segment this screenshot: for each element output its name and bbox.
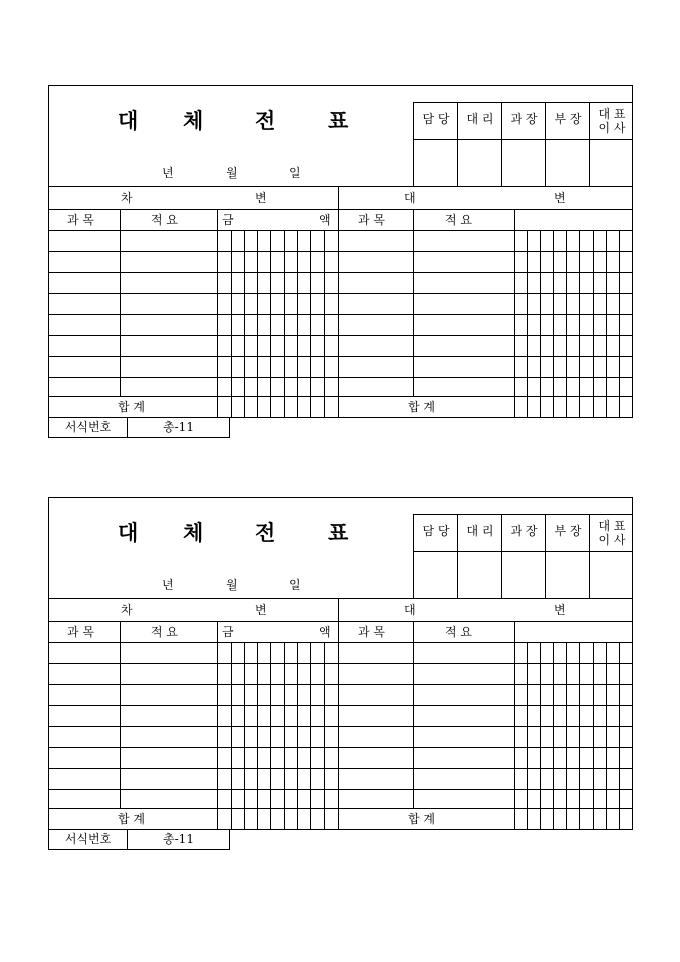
debit-amount-header-right: 액 <box>319 625 331 639</box>
credit-summary-divider <box>514 621 515 830</box>
column-header-rule <box>48 230 633 231</box>
credit-digit-line <box>527 230 528 418</box>
credit-digit-line <box>579 230 580 418</box>
header-bottom-rule <box>48 186 633 187</box>
title-char-1: 대 <box>118 108 139 133</box>
row-rule <box>48 356 633 357</box>
approval-mid-border <box>413 551 633 552</box>
debit-account-divider <box>120 621 121 808</box>
row-rule <box>48 251 633 252</box>
total-row-rule <box>48 396 633 397</box>
form-number-box <box>48 418 230 438</box>
credit-header-char-2: 변 <box>554 603 566 617</box>
section-header-rule <box>48 209 633 210</box>
debit-digit-line <box>244 642 245 830</box>
credit-digit-line <box>566 642 567 830</box>
row-rule <box>48 272 633 273</box>
credit-digit-line <box>566 230 567 418</box>
approval-mid-border <box>413 139 633 140</box>
row-rule <box>48 789 633 790</box>
credit-total-label: 합 계 <box>408 400 435 414</box>
debit-account-header: 과 목 <box>67 625 94 639</box>
credit-header-char-1: 대 <box>404 191 416 205</box>
credit-account-header: 과 목 <box>358 625 385 639</box>
title-char-4: 표 <box>328 520 349 545</box>
approval-top-border <box>413 514 633 515</box>
debit-digit-line <box>310 642 311 830</box>
credit-digit-line <box>593 642 594 830</box>
debit-header-char-1: 차 <box>121 603 133 617</box>
debit-account-divider <box>120 209 121 396</box>
credit-account-header: 과 목 <box>358 213 385 227</box>
form-number-value: 총-11 <box>163 832 194 846</box>
title-char-3: 전 <box>255 108 276 133</box>
approval-top-border <box>413 102 633 103</box>
date-month-label: 월 <box>226 578 238 592</box>
column-header-rule <box>48 642 633 643</box>
credit-total-label: 합 계 <box>408 812 435 826</box>
title-char-3: 전 <box>255 520 276 545</box>
debit-digit-line <box>257 642 258 830</box>
credit-account-divider <box>413 621 414 808</box>
row-rule <box>48 293 633 294</box>
date-day-label: 일 <box>289 166 301 180</box>
date-year-label: 년 <box>162 578 174 592</box>
row-rule <box>48 726 633 727</box>
date-day-label: 일 <box>289 578 301 592</box>
approval-label-department-head: 부 장 <box>554 112 582 126</box>
debit-digit-line <box>231 642 232 830</box>
title-char-2: 체 <box>183 108 204 133</box>
section-header-rule <box>48 621 633 622</box>
header-bottom-rule <box>48 598 633 599</box>
debit-summary-header: 적 요 <box>151 213 178 227</box>
row-rule <box>48 684 633 685</box>
credit-header-char-2: 변 <box>554 191 566 205</box>
title-char-2: 체 <box>183 520 204 545</box>
credit-digit-line <box>606 230 607 418</box>
credit-digit-line <box>527 642 528 830</box>
credit-digit-line <box>619 642 620 830</box>
debit-digit-line <box>310 230 311 418</box>
total-row-rule <box>48 808 633 809</box>
debit-summary-divider <box>217 209 218 418</box>
debit-credit-divider <box>338 186 339 418</box>
title-char-1: 대 <box>118 520 139 545</box>
debit-amount-header-right: 액 <box>319 213 331 227</box>
credit-digit-line <box>540 642 541 830</box>
debit-amount-header-left: 금 <box>222 625 234 639</box>
form-number-value: 총-11 <box>163 420 194 434</box>
approval-label-section-chief: 과 장 <box>510 112 538 126</box>
debit-digit-line <box>270 230 271 418</box>
credit-summary-header: 적 요 <box>445 213 472 227</box>
row-rule <box>48 377 633 378</box>
credit-digit-line <box>540 230 541 418</box>
debit-digit-line <box>297 230 298 418</box>
row-rule <box>48 663 633 664</box>
debit-account-header: 과 목 <box>67 213 94 227</box>
credit-digit-line <box>553 230 554 418</box>
credit-digit-line <box>606 642 607 830</box>
debit-header-char-1: 차 <box>121 191 133 205</box>
approval-label-department-head: 부 장 <box>554 524 582 538</box>
debit-digit-line <box>244 230 245 418</box>
approval-label-assistant: 대 리 <box>466 524 494 538</box>
row-rule <box>48 747 633 748</box>
debit-summary-header: 적 요 <box>151 625 178 639</box>
date-month-label: 월 <box>226 166 238 180</box>
credit-summary-header: 적 요 <box>445 625 472 639</box>
credit-digit-line <box>619 230 620 418</box>
credit-digit-line <box>553 642 554 830</box>
approval-label-staff: 담 당 <box>422 112 450 126</box>
row-rule <box>48 705 633 706</box>
debit-digit-line <box>284 230 285 418</box>
debit-digit-line <box>284 642 285 830</box>
debit-header-char-2: 변 <box>255 603 267 617</box>
approval-label-assistant: 대 리 <box>466 112 494 126</box>
debit-credit-divider <box>338 598 339 830</box>
form-number-box <box>48 830 230 850</box>
debit-digit-line <box>324 642 325 830</box>
debit-header-char-2: 변 <box>255 191 267 205</box>
row-rule <box>48 314 633 315</box>
credit-summary-divider <box>514 209 515 418</box>
debit-summary-divider <box>217 621 218 830</box>
form-number-label: 서식번호 <box>64 420 112 434</box>
debit-total-label: 합 계 <box>118 400 145 414</box>
form-number-label: 서식번호 <box>64 832 112 846</box>
row-rule <box>48 768 633 769</box>
debit-digit-line <box>231 230 232 418</box>
debit-digit-line <box>324 230 325 418</box>
title-char-4: 표 <box>328 108 349 133</box>
approval-label-ceo: 대 표 이 사 <box>598 519 626 547</box>
credit-digit-line <box>579 642 580 830</box>
debit-digit-line <box>270 642 271 830</box>
date-year-label: 년 <box>162 166 174 180</box>
credit-account-divider <box>413 209 414 396</box>
debit-digit-line <box>297 642 298 830</box>
approval-label-staff: 담 당 <box>422 524 450 538</box>
debit-digit-line <box>257 230 258 418</box>
approval-label-section-chief: 과 장 <box>510 524 538 538</box>
credit-digit-line <box>593 230 594 418</box>
row-rule <box>48 335 633 336</box>
credit-header-char-1: 대 <box>404 603 416 617</box>
approval-label-ceo: 대 표 이 사 <box>598 107 626 135</box>
debit-amount-header-left: 금 <box>222 213 234 227</box>
debit-total-label: 합 계 <box>118 812 145 826</box>
